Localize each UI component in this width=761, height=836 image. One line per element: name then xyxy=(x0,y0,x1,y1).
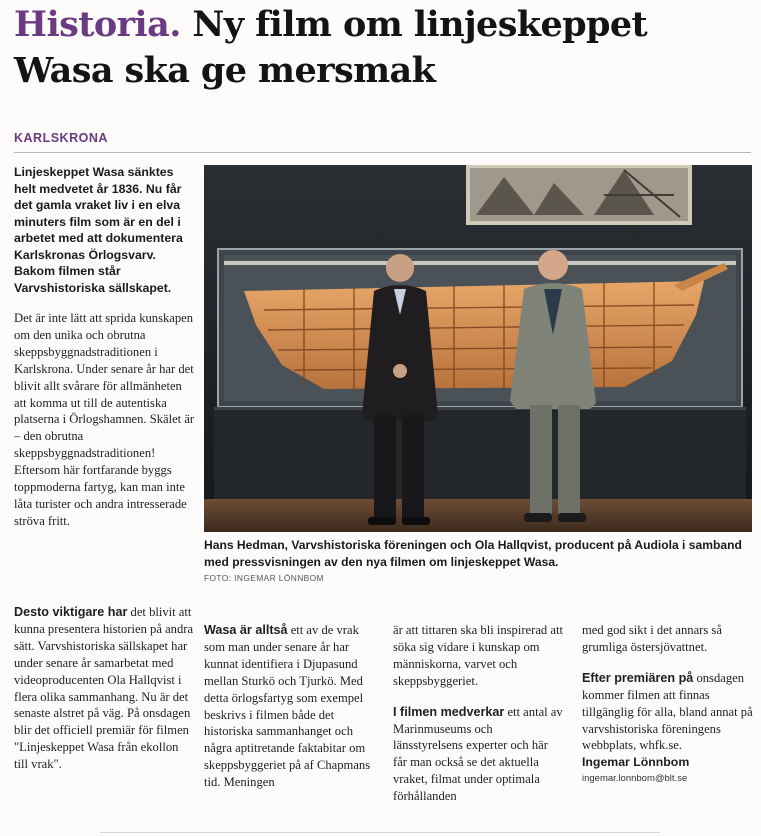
runin-7: Efter premiären på xyxy=(582,670,694,685)
photo-credit: FOTO: INGEMAR LÖNNBOM xyxy=(204,573,324,583)
runin-5: I filmen medverkar xyxy=(393,704,505,719)
body-paragraph-1: Det är inte lätt att sprida kunskapen om den unika och obrutna skeppsbyggnadstraditionen i Karlskrona. Under senare år har det blivit allt svårare för allmänheten att komma ut till de autentiska platserna i Örlogshamnen. Skälet är – den obrutna skeppsbyggnadstraditionen! Eftersom här fortfarande byggs toppmoderna fartyg, kan man inte låta turister och andra intresserade ströva fritt. xyxy=(14,311,195,528)
body-paragraph-7 xyxy=(582,670,754,755)
column-3 xyxy=(393,622,565,819)
body-text-7: onsdagen kommer filmen att finnas tillgänglig för alla, bland annat på varvshistoriska föreningens webbplats, whfk.se. xyxy=(582,670,753,753)
lead-paragraph: Linjeskeppet Wasa sänktes helt medvetet år 1836. Nu får det gamla vraket liv i en elva minuters film som är en del i arbetet med att dokumentera Karlskronas Örlogsvarv. Bakom filmen står Varvshistoriska sällskapet. xyxy=(14,165,183,295)
divider xyxy=(14,152,751,153)
column-4 xyxy=(582,622,754,788)
body-paragraph-6: med god sikt i det annars så grumliga östersjövattnet. xyxy=(582,623,722,654)
headline-title: Ny film om linjeskeppet Wasa ska ge mersmak xyxy=(14,4,648,91)
runin-2: Desto viktigare har xyxy=(14,605,128,619)
runin-3: Wasa är alltså xyxy=(204,623,288,637)
body-paragraph-5 xyxy=(393,704,565,805)
column-2 xyxy=(204,622,376,805)
dateline: KARLSKRONA xyxy=(14,131,108,145)
body-paragraph-2 xyxy=(14,604,195,773)
byline: Ingemar Lönnbom xyxy=(582,755,690,770)
headline xyxy=(14,2,754,94)
photo-caption: Hans Hedman, Varvshistoriska föreningen och Ola Hallqvist, producent på Audiola i samband med pressvisningen av den nya filmen om linjeskeppet Wasa. xyxy=(204,538,742,569)
headline-kicker: Historia. xyxy=(14,4,181,45)
body-paragraph-3 xyxy=(204,622,376,791)
column-1 xyxy=(14,164,195,544)
article-photo xyxy=(204,165,752,532)
column-1-lower xyxy=(14,604,195,787)
body-text-3: ett av de vrak som man under senare år har kunnat identifiera i Djupasund mellan Sturkö och Tjurkö. Med detta örlogsfartyg som exempel beskrivs i filmen både det historiska sammanhanget och några aptitretande faktabitar om skeppsbyggeriet på af Chapmans tid. Meningen xyxy=(204,623,371,790)
photo-illustration xyxy=(204,165,752,532)
body-text-2: det blivit att kunna presentera historien på andra sätt. Varvshistoriska sällskapet har under senare år samarbetat med videoproducenten Ola Hallqvist i flera olika sammanhang. Nu är det senaste alstret på väg. På onsdagen blir det officiell premiär för filmen "Linjeskeppet Wasa från ekollon till vrak". xyxy=(14,605,194,772)
author-email[interactable]: ingemar.lonnbom@blt.se xyxy=(582,773,688,785)
bottom-divider xyxy=(100,832,660,833)
body-paragraph-4: är att tittaren ska bli inspirerad att söka sig vidare i kunskap om människorna, varvet och skeppsbyggeriet. xyxy=(393,623,563,688)
body-text-5: ett antal av Marinmuseums och länsstyrelsens experter och här får man också se det aktuella vraket, filmat under optimala förhållanden xyxy=(393,704,563,804)
